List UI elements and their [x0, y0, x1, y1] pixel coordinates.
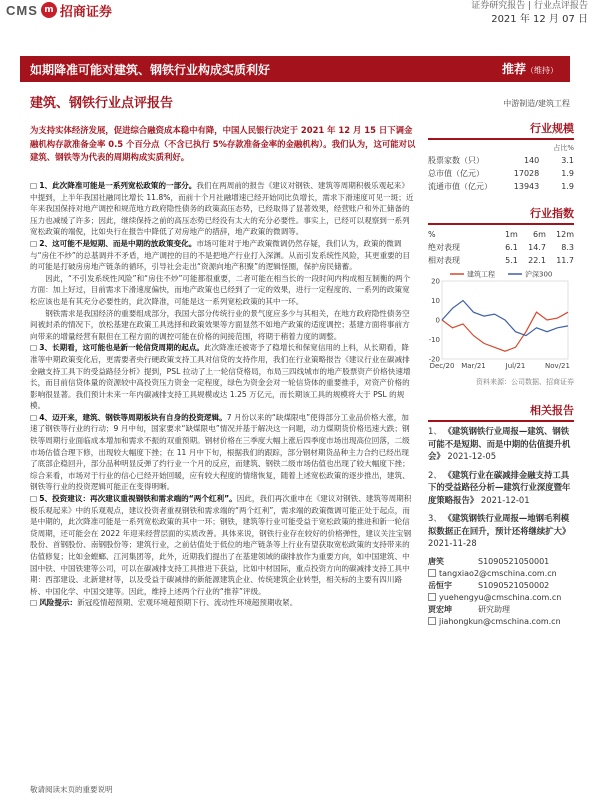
title-banner: [20, 56, 570, 82]
index-chart-svg: [428, 267, 574, 377]
paragraph-heading: 风险提示：: [39, 598, 78, 608]
y-tick-label: 10: [431, 297, 440, 305]
header-info: [471, 0, 588, 26]
scale-cell: 17028: [513, 169, 540, 178]
analyst-cert: S1090521050001: [478, 556, 550, 566]
related-title-text: 《建筑钢铁行业周报—建筑、钢铁可能不是短期、而是中期的估值提升机会》: [428, 426, 571, 461]
footer-note: 敬请阅读末页的重要说明: [30, 785, 113, 794]
paragraph-text: 因此，“不引发系统性风险”和“房住不炒”可能都很重要，二者可能在相当长的一段时间内构成相互制衡的两个方面：加上好过，目前需求下滑速度偏快，而地产政策也已经到了一定的效果，进行一定程度的、一系列的政策宽松应该也是有其充分必要性的，此次降准，可能是这一系列宽松政策的其中一环。: [30, 273, 411, 306]
chart-source: 资料来源：公司数据、招商证券: [476, 378, 574, 386]
analyst-row: [428, 556, 574, 568]
paragraph-text: 我们在两周前的报告《建议对钢铁、建筑等周期积极乐观起来》中提到，上半年我国社融同比增长 11.8%，而前十个月社融增速已经开始同比负增长，需求下滑速度可见一斑；近年来我国保持对地产调控和规范地方政府隐性债务的政策高压态势，已经取得了显著效果，经营账户和外汇储备的压力也减缓了许多；因此，继续保持之前的高压态势已经没有太大的充分必要性。事实上，已经可以观察到一系列宽松政策的端倪，比如央行在报告中降低了对房地产的措辞，地产政策的微调等。: [30, 181, 414, 237]
paragraph-heading: 3、长期看，这可能也是新一轮信贷周期的起点。: [39, 343, 204, 353]
mail-icon: [428, 617, 436, 625]
index-row: [428, 241, 574, 254]
bullet-paragraph: [30, 597, 416, 609]
mail-icon: [428, 569, 436, 577]
y-tick-label: 0: [435, 316, 440, 325]
scale-cell: 流通市值（亿元）: [428, 182, 492, 191]
index-cell: 14.7: [528, 243, 546, 252]
paragraph-text: 新冠疫情超预期、宏观环境超预期下行、流动性环境超预期收紧。: [77, 598, 298, 608]
related-number: 2、: [428, 469, 442, 480]
report-type: 证券研究报告 | 行业点评报告: [471, 1, 588, 11]
analyst-name: 唐笑: [428, 556, 444, 566]
scale-cell: 140: [523, 156, 540, 165]
analyst-email-row: [428, 592, 574, 604]
analyst-row: [428, 604, 574, 616]
body-paragraph: [30, 273, 416, 308]
sidebar: [428, 120, 574, 628]
paragraph-heading: 4、迈开来，建筑、钢铁等周期板块有自身的投资逻辑。: [39, 412, 227, 422]
analyst-cert: 研究助理: [478, 604, 510, 614]
paragraph-text: 市场可能对于地产政策微调仍然存疑，我们认为，政策的微调与“房住不炒”的总基调并不矛盾，地产调控的目的不是把地产行业打入深渊。从而引发系统性风险，其更重要的目的可能是打破房房地产链条的循环，引导社会走出“资源向地产积聚”的逻辑怪圈，保护房民储蓄。: [30, 238, 410, 272]
legend-label: 沪深300: [525, 270, 553, 279]
y-tick-label: 20: [431, 277, 440, 286]
body-text: [30, 180, 416, 609]
index-header-row: [428, 228, 574, 241]
index-title: 行业指数: [428, 205, 574, 225]
rating-label: 推荐: [501, 62, 526, 76]
related-number: 3、: [428, 513, 442, 523]
index-cell: 6.1: [505, 243, 518, 252]
bullet-paragraph: [30, 412, 416, 493]
analyst-cert: S1090521050002: [478, 580, 550, 590]
paragraph-text: 7 月份以来的“缺煤限电”使得部分工业品价格大涨，加速了钢铁等行业的行动；9 月中旬，国家要求“缺煤限电”情况并基于解决这一问题，动力煤期货价格迅速大跌；钢铁等周期行业面临成本增加和需求不振的双重预期。钢材价格在三季度大幅上涨后四季度市场出现高位回落，二级市场估值合理下修，出现较大幅度下挫；在 11 月中下旬，根据我们的跟踪，部分钢材期货品种主力合约已经出现了底部企稳回升，部分品种明显反弹了约行业一个月的反应，而建筑、钢铁二级市场估值也出现了较大幅度下挫；综合来看，市场对于行业的信心已经开始回暖，应有较大程度的情绪恢复，随着上述宽松政策的逐步推出，建筑、钢铁等行业的投资逻辑可能正在变得明晰。: [30, 412, 410, 492]
analyst-list: [428, 556, 574, 628]
bullet-paragraph: [30, 342, 416, 412]
analyst-name: 岳恒宇: [428, 580, 452, 590]
paragraph-heading: 2、这可能不是短期、而是中期的放政策变化。: [39, 238, 197, 248]
series-line: [442, 312, 568, 351]
related-list: [428, 425, 574, 550]
logo-mark-icon: m: [41, 2, 57, 18]
paragraph-text: 钢铁需求是我国经济的重要组成部分，我国大部分传统行业的景气度应多少与其相关，在地方政府隐性债务空间被封杀的情况下，放松基建在政策工具选择和政策效果等方面显然不如地产政策的适度调控；基建方面将事前方向带来的增量经营有限但在工程方面的调控可能在价格的间接范围，将期于稍着力度的调整。: [30, 308, 410, 341]
index-cell: 5.1: [505, 256, 518, 265]
rating: [502, 60, 558, 77]
analyst-name: 贾宏坤: [428, 604, 452, 614]
scale-cell: 1.9: [561, 169, 574, 178]
rating-note: （维持）: [526, 66, 558, 75]
index-header-cell: 12m: [556, 230, 574, 239]
related-report: [428, 425, 574, 463]
related-date: 2021-12-01: [478, 494, 530, 505]
bullet-paragraph: [30, 493, 416, 597]
logo: [6, 0, 112, 20]
y-tick-label: -20: [428, 355, 440, 364]
scale-table: [428, 154, 574, 193]
logo-text: CMS: [6, 2, 38, 18]
index-header-cell: 6m: [533, 230, 546, 239]
related-title-text: 《建筑钢铁行业周报—地钢毛利模拟数据正在回升，预计还将继续扩大》: [428, 513, 571, 536]
index-cell: 22.1: [528, 256, 546, 265]
scale-cell: 13943: [513, 182, 540, 191]
body-paragraph: [30, 308, 416, 343]
scale-row: [428, 180, 574, 193]
analyst-email: tangxiao2@cmschina.com.cn: [439, 568, 557, 578]
y-tick-label: -10: [428, 336, 440, 344]
related-title: 相关报告: [428, 402, 574, 422]
index-cell: 相对表现: [428, 256, 460, 265]
industry-label: 中游制造/建筑工程: [503, 99, 570, 108]
index-row: [428, 254, 574, 267]
scale-cell: 股票家数（只）: [428, 156, 484, 165]
series-line: [442, 301, 568, 336]
index-header-cell: 1m: [504, 230, 518, 239]
related-title-text: 《建筑行业在碳减排金融支持工具下的受益路径分析—建筑行业深度暨年度策略报告》: [428, 469, 571, 505]
analyst-email-row: [428, 568, 574, 580]
report-date: 2021 年 12 月 07 日: [491, 14, 588, 25]
x-tick-label: Dec/20: [429, 362, 455, 370]
related-number: 1、: [428, 426, 442, 436]
index-table: [428, 228, 574, 267]
bullet-paragraph: [30, 180, 416, 238]
analyst-email: yuehengyu@cmschina.com.cn: [439, 592, 562, 602]
scale-title: 行业规模: [428, 120, 574, 140]
index-chart: [428, 267, 574, 377]
logo-cn: 招商证券: [59, 4, 112, 20]
bullet-paragraph: [30, 238, 416, 273]
lead-paragraph: 为支持实体经济发展，促进综合融资成本稳中有降，中国人民银行决定于 2021 年 12 月 15 日下调金融机构存款准备金率 0.5 个百分点（不含已执行 5%存款准备金率的金融机构）。我们认为，这可能对以建筑、钢铁等为代表的周期构成实质利好。: [30, 125, 416, 162]
scale-cell: 3.1: [561, 156, 574, 165]
paragraph-heading: 5、投资建议：再次建议重视钢铁和需求端的“两个红利”。: [39, 494, 237, 504]
legend-label: 建筑工程: [467, 270, 495, 279]
scale-cell: 1.9: [561, 182, 574, 191]
paragraph-heading: 1、此次降准可能是一系列宽松政策的一部分。: [39, 181, 197, 190]
scale-unit: 占比%: [553, 144, 574, 152]
index-header-cell: %: [428, 230, 436, 239]
index-cell: 绝对表现: [428, 243, 460, 252]
related-report: [428, 469, 574, 507]
related-date: 2021-12-05: [444, 451, 497, 461]
x-tick-label: Mar/21: [461, 362, 486, 370]
paragraph-text: 因此，我们再次重申在《建议对钢铁、建筑等周期积极乐观起来》中的乐观观点，建议投资者重视钢铁和需求端的“两个红利”，需求端的政策微调可能正处于起点，而是中期的，此次降准可能是一系列宽松政策的其中一环；钢铁，建筑等行业可能受益于宽松政策的推进和新一轮信贷周期，还可能会在 2022 年迎来经营层面的实质改善。具体来说，钢铁行业存在较好的价格弹性，建议关注宝钢股份、首钢股份、南钢股份等；建筑行业，之前估值处于低位的地产链条等上行业有望获取宽松政策的支持带来的估值修复；比如金螳螂、江河集团等，此外，近期我们提出了在基建领域的碳排放作为重要方向，如中国建筑、中国中铁、中国铁建等公司，可以在碳减排支持工具推进下获益，比如中材国际，重点投资方向的碳减排支持工具中期：西部建设、北新建材等，以及受益于碳减排的新能源建筑企业、传统建筑企业转型，相关标的主要有四川路桥、中国化学、中国交建等。因此，维持上述两个行业的“推荐”评级。: [30, 494, 412, 596]
report-subtitle: 建筑、钢铁行业点评报告: [30, 96, 174, 111]
x-tick-label: Jul/21: [505, 362, 526, 370]
x-tick-label: Nov/21: [545, 362, 570, 370]
related-report: [428, 512, 574, 550]
analyst-email: jiahongkun@cmschina.com.cn: [439, 616, 561, 626]
scale-row: [428, 167, 574, 180]
analyst-row: [428, 580, 574, 592]
analyst-email-row: [428, 616, 574, 628]
paragraph-text: 此次降准还被寄予了稳增长和保宽信用的上料，从长期看，降准等中期政策变化后，更需要者央行硬政策支持工具对信贷的支持作用，我们在行业策略报告《建议行业在碳减排金融支持工具下的受益路径分析》提到，PSL 拉动了上一轮信贷格局，布局三四线城市的地产股票资产价格快速增长，而目前信贷体量的资源较中高投资压力资金一定程度，绿色为资金会对一轮信贷体的重要推手，对资产价格的影响很显著。我们预计未来一年内碳减排支持工具规模或达 1.25 万亿元，而长期该工具的规模将大于 PSL 的规模。: [30, 343, 411, 411]
mail-icon: [428, 593, 436, 601]
scale-row: [428, 154, 574, 167]
scale-cell: 总市值（亿元）: [428, 169, 484, 178]
index-cell: 8.3: [561, 243, 574, 252]
report-title: 如期降准可能对建筑、钢铁行业构成实质利好: [30, 63, 271, 77]
related-date: 2021-11-28: [428, 538, 477, 548]
index-cell: 11.7: [556, 256, 574, 265]
